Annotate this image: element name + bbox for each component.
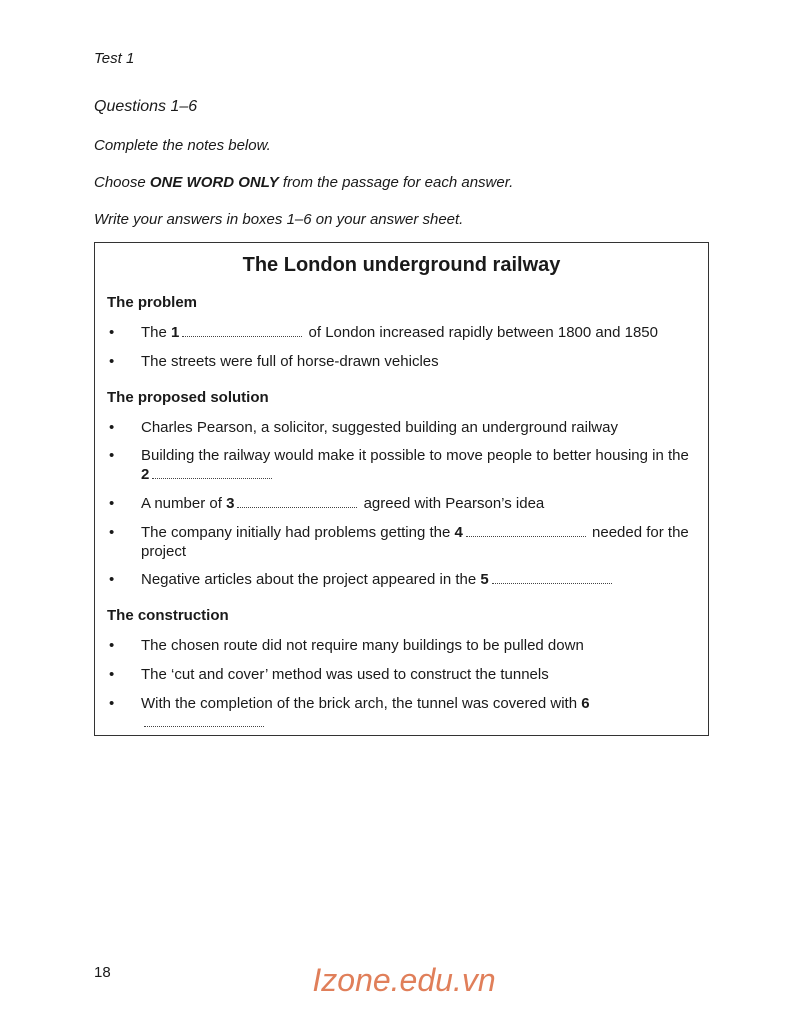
gap-number: 2 bbox=[141, 466, 150, 483]
instruction-word-limit bbox=[94, 174, 513, 191]
note-item-gap-4 bbox=[107, 523, 695, 561]
gap-number: 6 bbox=[581, 695, 590, 712]
gap-number: 3 bbox=[226, 495, 235, 512]
note-text: needed for the project bbox=[141, 524, 689, 560]
answer-blank bbox=[182, 333, 302, 337]
note-text: The bbox=[141, 324, 172, 341]
instruction-complete-notes: Complete the notes below. bbox=[94, 137, 271, 154]
bullet-icon: • bbox=[109, 353, 115, 370]
note-text: agreed with Pearson’s idea bbox=[359, 495, 545, 512]
section-heading-problem: The problem bbox=[107, 294, 198, 311]
section-heading-construction: The construction bbox=[107, 607, 229, 624]
page-number: 18 bbox=[94, 964, 111, 981]
answer-blank bbox=[492, 580, 612, 584]
gap-number: 5 bbox=[480, 571, 489, 588]
bullet-icon: • bbox=[109, 419, 115, 436]
note-item-gap-5 bbox=[107, 570, 695, 589]
note-item-gap-2 bbox=[107, 446, 695, 484]
note-text: The company initially had problems getting the bbox=[141, 524, 455, 541]
bullet-icon: • bbox=[109, 666, 115, 683]
note-text: The streets were full of horse-drawn vehicles bbox=[141, 353, 439, 370]
bullet-icon: • bbox=[109, 637, 115, 654]
note-item bbox=[107, 665, 695, 684]
test-label: Test 1 bbox=[94, 50, 135, 67]
note-item bbox=[107, 418, 695, 437]
note-item bbox=[107, 352, 695, 371]
gap-number: 1 bbox=[171, 324, 180, 341]
section-heading-proposed-solution: The proposed solution bbox=[107, 389, 269, 406]
bullet-icon: • bbox=[109, 571, 115, 588]
notes-box bbox=[94, 242, 709, 736]
note-item-gap-3 bbox=[107, 494, 695, 513]
instruction-word-limit-pre: Choose bbox=[94, 174, 150, 191]
bullet-icon: • bbox=[109, 695, 115, 712]
bullet-icon: • bbox=[109, 447, 115, 464]
answer-blank bbox=[466, 533, 586, 537]
bullet-icon: • bbox=[109, 324, 115, 341]
note-text: A number of bbox=[141, 495, 227, 512]
note-text: Charles Pearson, a solicitor, suggested building an underground railway bbox=[141, 419, 618, 436]
gap-number: 4 bbox=[454, 524, 463, 541]
bullet-icon: • bbox=[109, 495, 115, 512]
instruction-word-limit-bold: ONE WORD ONLY bbox=[149, 174, 279, 191]
note-item-gap-6 bbox=[107, 694, 607, 732]
note-text: Negative articles about the project appeared in the bbox=[141, 571, 481, 588]
notes-title: The London underground railway bbox=[242, 254, 561, 276]
answer-blank bbox=[152, 475, 272, 479]
bullet-icon: • bbox=[109, 524, 115, 541]
answer-blank bbox=[144, 723, 264, 727]
note-text: With the completion of the brick arch, the tunnel was covered with bbox=[141, 695, 582, 712]
watermark: Izone.edu.vn bbox=[312, 962, 496, 998]
questions-heading: Questions 1–6 bbox=[94, 98, 198, 115]
instruction-word-limit-post: from the passage for each answer. bbox=[278, 174, 514, 191]
note-text: The ‘cut and cover’ method was used to construct the tunnels bbox=[141, 666, 549, 683]
note-text: Building the railway would make it possible to move people to better housing in the bbox=[141, 447, 689, 464]
note-item bbox=[107, 636, 695, 655]
note-text: of London increased rapidly between 1800 and 1850 bbox=[304, 324, 658, 341]
answer-blank bbox=[237, 504, 357, 508]
note-item-gap-1 bbox=[107, 323, 695, 342]
note-text: The chosen route did not require many buildings to be pulled down bbox=[141, 637, 584, 654]
instruction-answer-sheet: Write your answers in boxes 1–6 on your answer sheet. bbox=[94, 211, 464, 228]
